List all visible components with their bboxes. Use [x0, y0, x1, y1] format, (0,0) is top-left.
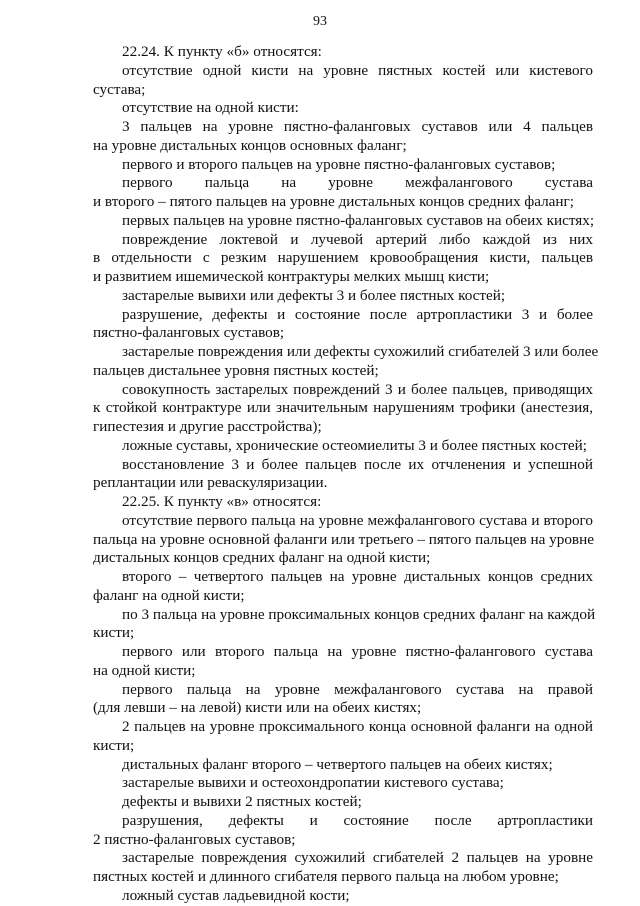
- text-line: пальцев дистальнее уровня пястных костей;: [93, 361, 379, 379]
- text-line: повреждение локтевой и лучевой артерий либо каждой из них: [122, 230, 593, 248]
- text-line: дефекты и вывихи 2 пястных костей;: [122, 793, 362, 810]
- text-line: 2 пальцев на уровне проксимального конца основной фаланги на одной: [122, 718, 593, 735]
- text-line: застарелые повреждения или дефекты сухожилий сгибателей 3 или более: [122, 343, 599, 360]
- text-line: (для левши – на левой) кисти или на обеих кистях;: [93, 699, 422, 717]
- text-line: разрушение, дефекты и состояние после артропластики 3 и более: [122, 305, 593, 323]
- text-line: дистальных концов средних фаланг на одной кисти;: [93, 549, 431, 567]
- text-line: отсутствие первого пальца на уровне межфалангового сустава и второго: [122, 511, 593, 529]
- text-line: первого и второго пальцев на уровне пястно-фаланговых суставов;: [122, 155, 556, 173]
- text-line: сустава;: [93, 80, 146, 98]
- text-line: отсутствие одной кисти на уровне пястных костей или кистевого: [122, 61, 593, 79]
- text-line: кисти;: [93, 624, 135, 642]
- page-number: 93: [313, 14, 327, 29]
- text-line: на одной кисти;: [93, 661, 196, 679]
- text-line: первых пальцев на уровне пястно-фаланговых суставов на обеих кистях;: [122, 211, 595, 229]
- text-line: и развитием ишемической контрактуры мелких мышц кисти;: [93, 268, 490, 285]
- text-line: первого пальца на уровне межфалангового сустава: [122, 174, 593, 192]
- text-line: по 3 пальца на уровне проксимальных концов средних фаланг на каждой: [122, 605, 596, 623]
- text-line: ложные суставы, хронические остеомиелиты 3 и более пястных костей;: [122, 436, 587, 454]
- text-line: застарелые вывихи и остеохондропатии кистевого сустава;: [122, 774, 504, 792]
- text-line: ложный сустав ладьевидной кости;: [122, 886, 350, 904]
- text-line: пальца на уровне основной фаланги или третьего – пятого пальцев на уровне: [93, 530, 594, 548]
- text-line: 22.24. К пункту «б» относятся:: [122, 43, 322, 60]
- text-line: на уровне дистальных концов основных фаланг;: [93, 136, 407, 154]
- text-line: и второго – пятого пальцев на уровне дистальных концов средних фаланг;: [93, 193, 574, 210]
- text-line: в отдельности с резким нарушением кровообращения кисти, пальцев: [93, 249, 593, 267]
- text-line: совокупность застарелых повреждений 3 и более пальцев, приводящих: [122, 380, 593, 398]
- text-line: застарелые вывихи или дефекты 3 и более пястных костей;: [122, 286, 506, 304]
- text-line: восстановление 3 и более пальцев после их отчленения и успешной: [122, 455, 593, 473]
- text-line: первого или второго пальца на уровне пястно-фалангового сустава: [122, 643, 593, 660]
- text-line: реплантации или реваскуляризации.: [93, 474, 328, 492]
- text-line: дистальных фаланг второго – четвертого пальцев на обеих кистях;: [122, 755, 553, 773]
- text-line: к стойкой контрактуре или значительным нарушениям трофики (анестезия,: [93, 399, 593, 417]
- text-line: 3 пальцев на уровне пястно-фаланговых суставов или 4 пальцев: [122, 118, 593, 135]
- text-line: первого пальца на уровне межфалангового сустава на правой: [122, 680, 593, 698]
- text-line: второго – четвертого пальцев на уровне дистальных концов средних: [122, 568, 593, 585]
- text-line: застарелые повреждения сухожилий сгибателей 2 пальцев на уровне: [122, 849, 593, 867]
- text-line: 2 пястно-фаланговых суставов;: [93, 830, 296, 848]
- text-line: пястных костей и длинного сгибателя первого пальца на любом уровне;: [93, 868, 559, 885]
- body-text: [93, 43, 599, 906]
- text-line: гипестезия и другие расстройства);: [93, 418, 322, 435]
- text-line: кисти;: [93, 736, 135, 754]
- text-line: 22.25. К пункту «в» относятся:: [122, 493, 322, 510]
- text-line: отсутствие на одной кисти:: [122, 99, 299, 117]
- text-line: фаланг на одной кисти;: [93, 586, 245, 604]
- text-line: разрушения, дефекты и состояние после артропластики: [122, 811, 593, 829]
- text-line: пястно-фаланговых суставов;: [93, 324, 285, 342]
